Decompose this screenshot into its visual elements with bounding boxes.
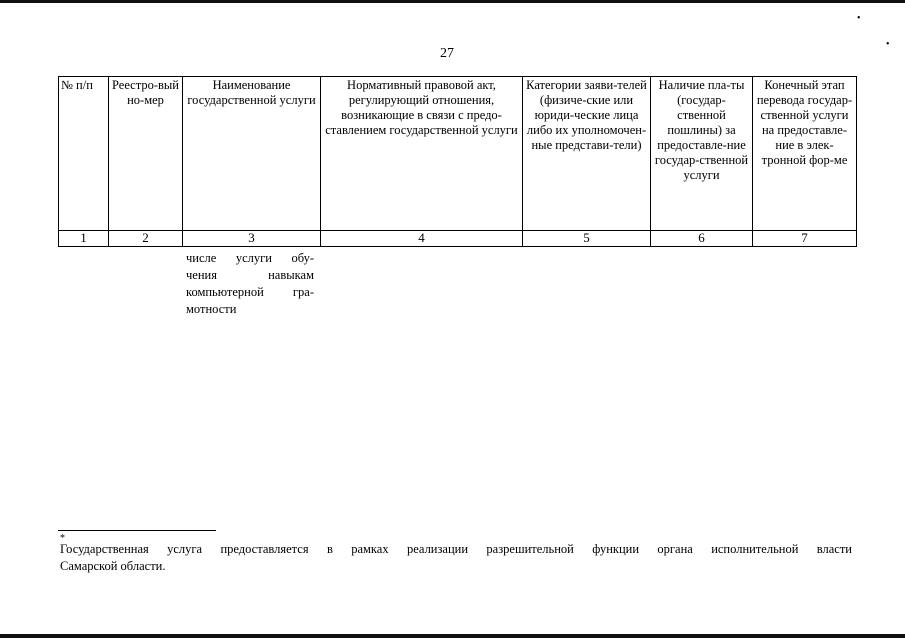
table-header-row <box>59 77 857 231</box>
header-cell-service-name: Наименование государственной услуги <box>183 77 321 231</box>
table-cell: 3 <box>183 231 321 247</box>
header-cell-registry-number: Реестро-вый но-мер <box>109 77 183 231</box>
continued-cell-text <box>186 250 314 318</box>
scan-speck: • <box>857 13 861 24</box>
header-cell-number: № п/п <box>59 77 109 231</box>
table-cell: 7 <box>753 231 857 247</box>
scan-speck: • <box>886 39 890 50</box>
text-line: числе услуги обу- <box>186 251 314 265</box>
page-border-bottom <box>0 634 905 638</box>
header-cell-final-stage: Конечный этап перевода государ-ственной услуги на предоставле-ние в элек-тронной фор-ме <box>753 77 857 231</box>
table-cell: 2 <box>109 231 183 247</box>
footnote-marker: * <box>60 533 65 544</box>
text-line: мотности <box>186 302 237 316</box>
footnote-line: Государственная услуга предоставляется в рамках реализации разрешительной функции органа исполнительной власти <box>60 542 852 556</box>
footnote <box>60 541 852 575</box>
table-cell: 4 <box>321 231 523 247</box>
page-number: 27 <box>440 46 454 61</box>
text-line: чения навыкам <box>186 268 314 282</box>
header-cell-fee: Наличие пла-ты (государ-ственной пошлины) за предоставле-ние государ-ственной услуги <box>651 77 753 231</box>
table-row-column-numbers <box>59 231 857 247</box>
table-cell: 6 <box>651 231 753 247</box>
footnote-line: Самарской области. <box>60 559 166 573</box>
header-cell-applicant-categories: Категории заяви-телей (физиче-ские или юриди-ческие лица либо их уполномочен-ные представи-тели) <box>523 77 651 231</box>
services-table <box>58 76 857 247</box>
table-cell: 1 <box>59 231 109 247</box>
page-border-top <box>0 0 905 3</box>
footnote-separator <box>58 530 216 531</box>
header-cell-legal-act: Нормативный правовой акт, регулирующий отношения, возникающие в связи с предо-ставлением государственной услуги <box>321 77 523 231</box>
text-line: компьютерной гра- <box>186 285 314 299</box>
table-cell: 5 <box>523 231 651 247</box>
